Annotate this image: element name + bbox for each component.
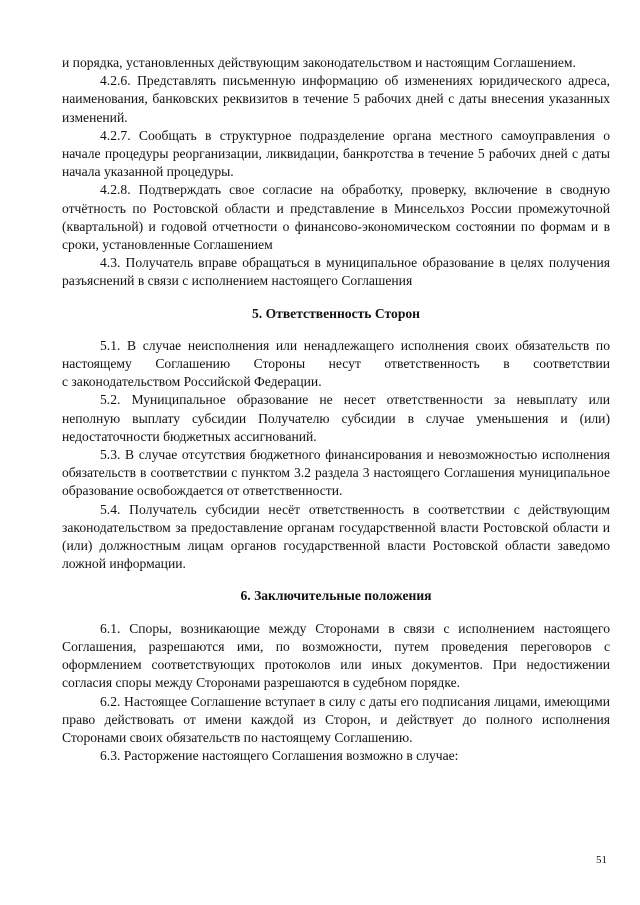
paragraph-continuation: и порядка, установленных действующим законодательством и настоящим Соглашением. bbox=[62, 55, 576, 70]
paragraph-5-4: 5.4. Получатель субсидии несёт ответственность в соответствии с действующим законодательством за предоставление органам государственной власти Ростовской области и (или) должностным лицам органов государственной власти Ростовской области заведомо ложной информации. bbox=[62, 501, 610, 572]
paragraph-4-2-8: 4.2.8. Подтверждать свое согласие на обработку, проверку, включение в сводную отчётность по Ростовской области и представление в Минсельхоз России промежуточной (квартальной) и годовой отчетности о финансово-экономическом состоянии по формам и в сроки, установленные Соглашением bbox=[62, 182, 610, 253]
page-number: 51 bbox=[596, 854, 607, 866]
section-5-heading: 5. Ответственность Сторон bbox=[251, 305, 421, 321]
paragraph-6-1: 6.1. Споры, возникающие между Сторонами в связи с исполнением настоящего Соглашения, разрешаются ими, по возможности, путем проведения переговоров с оформлением соответствующих протоколов или иных документов. При недостижении согласия споры между Сторонами разрешаются в судебном порядке. bbox=[62, 620, 610, 691]
paragraph-5-1: 5.1. В случае неисполнения или ненадлежащего исполнения своих обязательств по настоящему Соглашению Стороны несут ответственность в соответствии bbox=[62, 337, 610, 372]
section-6-heading: 6. Заключительные положения bbox=[240, 588, 432, 604]
paragraph-4-2-6: 4.2.6. Представлять письменную информацию об изменениях юридического адреса, наименования, банковских реквизитов в течение 5 рабочих дней с даты внесения указанных изменений. bbox=[62, 73, 610, 125]
paragraph-6-3: 6.3. Расторжение настоящего Соглашения возможно в случае: bbox=[100, 748, 459, 764]
paragraph-4-2-7: 4.2.7. Сообщать в структурное подразделение органа местного самоуправления о начале процедуры реорганизации, ликвидации, банкротства в течение 5 рабочих дней с даты начала указанной процедуры. bbox=[62, 127, 610, 180]
paragraph-5-3: 5.3. В случае отсутствия бюджетного финансирования и невозможностью исполнения обязательств в соответствии с пунктом 3.2 раздела 3 настоящего Соглашения муниципальное образование освобождается от ответственности. bbox=[62, 447, 610, 499]
paragraph-4-3: 4.3. Получатель вправе обращаться в муниципальное образование в целях получения разъяснений в связи с исполнением настоящего Соглашения bbox=[62, 255, 610, 289]
paragraph-5-2: 5.2. Муниципальное образование не несет ответственности за невыплату или неполную выплату субсидии Получателю субсидии в случае уменьшения и (или) недостаточности бюджетных ассигнований. bbox=[62, 392, 610, 444]
paragraph-5-1-continuation: с законодательством Российской Федерации. bbox=[62, 374, 322, 390]
paragraph-6-2: 6.2. Настоящее Соглашение вступает в силу с даты его подписания лицами, имеющими право действовать от имени каждой из Сторон, и действует до полного исполнения Сторонами своих обязательств по настоящему Соглашению. bbox=[62, 693, 610, 745]
